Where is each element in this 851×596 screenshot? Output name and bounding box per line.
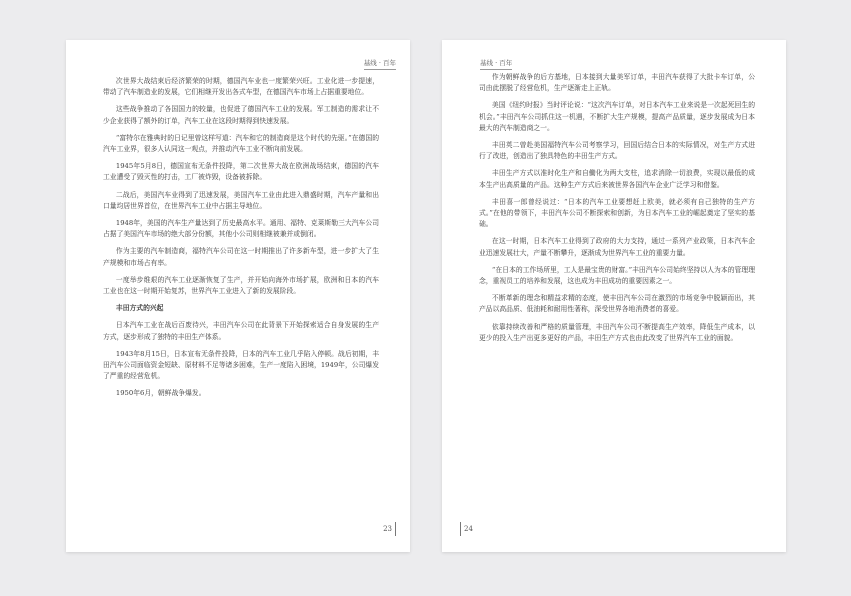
- running-head: 基线 · 百年: [364, 58, 396, 70]
- page-number: 24: [460, 522, 473, 536]
- page-number: 23: [383, 522, 396, 536]
- paragraph: 丰田英二曾赴美国福特汽车公司考察学习，回国后结合日本的实际情况，对生产方式进行了改进，创造出了独具特色的丰田生产方式。: [479, 141, 755, 161]
- paragraph: 1945年5月8日，德国宣布无条件投降，第二次世界大战在欧洲战场结束，德国的汽车工业遭受了毁灭性的打击，工厂被炸毁，设备被拆除。: [103, 162, 379, 182]
- paragraph: 丰田喜一郎曾经说过：“日本的汽车工业要想赶上欧美，就必须有自己独特的生产方式。”在他的带领下，丰田汽车公司不断探索和创新，为日本汽车工业的崛起奠定了坚实的基础。: [479, 197, 755, 229]
- left-page: [66, 40, 410, 552]
- paragraph: 一度举步维艰的汽车工业逐渐恢复了生产，并开始向海外市场扩展，欧洲和日本的汽车工业也在这一时期开始复苏，世界汽车工业进入了新的发展阶段。: [103, 275, 379, 296]
- page-body: [103, 76, 379, 406]
- paragraph: 1948年，美国的汽车生产量达到了历史最高水平。通用、福特、克莱斯勒三大汽车公司占据了美国汽车市场的绝大部分份额，其他小公司则相继被兼并或倒闭。: [103, 219, 379, 239]
- paragraph: “在日本的工作场所里，工人是最宝贵的财富。”丰田汽车公司始终坚持以人为本的管理理念，重视员工的培养和发展，这也成为丰田成功的重要因素之一。: [479, 265, 755, 286]
- paragraph: 1950年6月，朝鲜战争爆发。: [115, 389, 206, 398]
- paragraph: 次世界大战结束后经济繁荣的时期，德国汽车业也一度繁荣兴旺。工业化进一步提速，带动了汽车制造业的发展，它们相继开发出各式车型，在德国汽车市场上占据重要地位。: [103, 77, 379, 97]
- paragraph: 日本汽车工业在战后百废待兴，丰田汽车公司在此背景下开始探索适合自身发展的生产方式，逐步形成了独特的丰田生产体系。: [103, 321, 379, 341]
- paragraph: 依靠持续改善和严格的质量管理，丰田汽车公司不断提高生产效率，降低生产成本，以更少的投入生产出更多更好的产品，丰田生产方式也由此改变了世界汽车工业的面貌。: [479, 322, 755, 342]
- paragraph: 这些战争推动了各国国力的较量，也促进了德国汽车工业的发展。军工制造的需求让不少企业获得了额外的订单，汽车工业在这段时期得到快速发展。: [103, 105, 379, 125]
- paragraph: “富特尔在雅典时的日记里曾这样写道：汽车和它的制造商是这个时代的先驱。”在德国的汽车工业界，很多人认同这一观点，并推动汽车工业不断向前发展。: [103, 133, 379, 154]
- paragraph: 1943年8月15日，日本宣布无条件投降，日本的汽车工业几乎陷入停顿。战后初期，丰田汽车公司面临资金短缺、原材料不足等诸多困难，生产一度陷入困境，1949年，公司爆发了严重的经营危机。: [103, 349, 379, 381]
- paragraph: 二战后，美国汽车业得到了迅速发展，美国汽车工业由此进入鼎盛时期，汽车产量和出口量均居世界首位，在世界汽车工业中占据主导地位。: [103, 190, 379, 210]
- paragraph: 作为主要的汽车制造商，福特汽车公司在这一时期推出了许多新车型，进一步扩大了生产规模和市场占有率。: [103, 247, 379, 267]
- paragraph: 在这一时期，日本汽车工业得到了政府的大力支持，通过一系列产业政策，日本汽车企业迅速发展壮大，产量不断攀升，逐渐成为世界汽车工业的重要力量。: [479, 237, 755, 257]
- paragraph: 丰田生产方式以准时化生产和自働化为两大支柱，追求消除一切浪费，实现以最低的成本生产出高质量的产品。这种生产方式后来被世界各国汽车企业广泛学习和借鉴。: [479, 169, 755, 189]
- paragraph: 作为朝鲜战争的后方基地，日本接到大量美军订单，丰田汽车获得了大批卡车订单，公司由此摆脱了经营危机，生产逐渐走上正轨。: [479, 73, 755, 93]
- paragraph: 美国《纽约时报》当时评论说：“这次汽车订单，对日本汽车工业来说是一次起死回生的机会。”丰田汽车公司抓住这一机遇，不断扩大生产规模，提高产品质量，逐步发展成为日本最大的汽车制造商之一。: [479, 101, 755, 132]
- section-heading: 丰田方式的兴起: [115, 304, 164, 313]
- running-head: 基线 · 百年: [480, 58, 512, 70]
- page-body: [479, 72, 755, 350]
- right-page: [442, 40, 786, 552]
- paragraph: 不断革新的理念和精益求精的态度，使丰田汽车公司在激烈的市场竞争中脱颖而出，其产品以高品质、低油耗和耐用性著称，深受世界各地消费者的喜爱。: [479, 294, 755, 314]
